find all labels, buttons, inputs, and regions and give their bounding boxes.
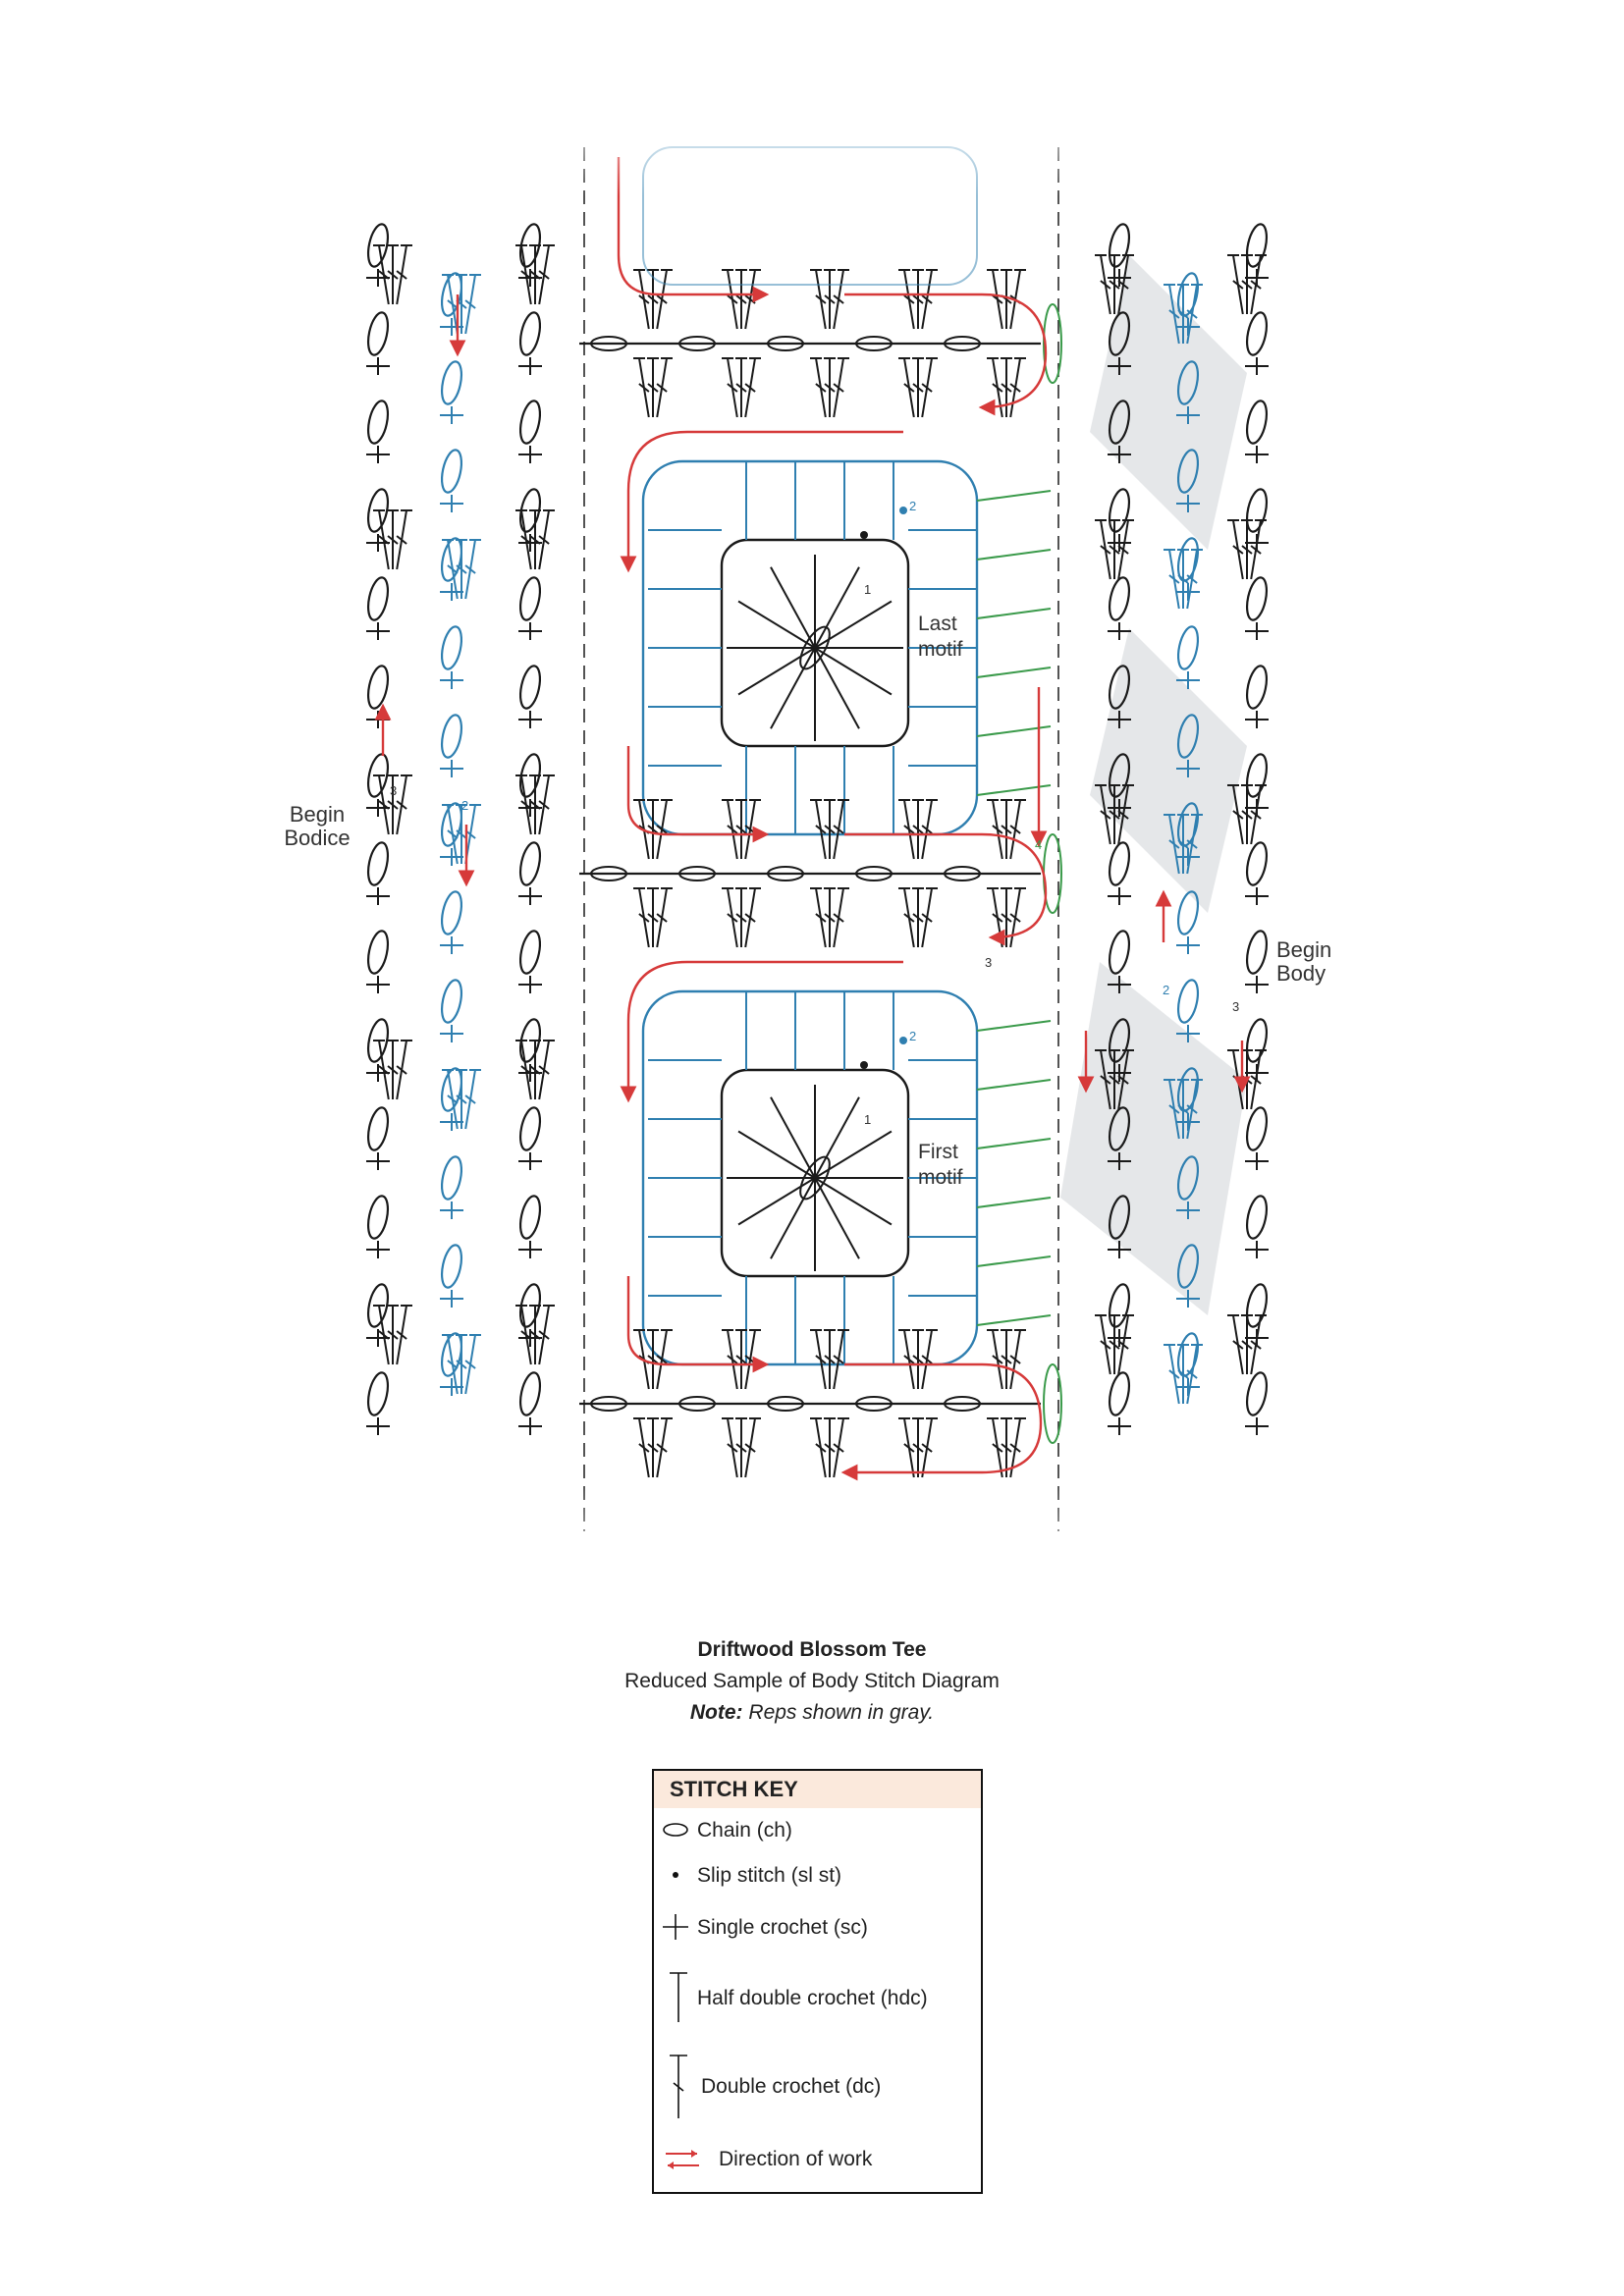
begin-body-line2: Body xyxy=(1276,961,1326,986)
chain-stitch xyxy=(365,400,392,446)
stitch-key xyxy=(652,1769,983,2194)
chain-stitch xyxy=(439,714,465,760)
single-crochet-icon xyxy=(660,1902,689,1951)
chain-stitch xyxy=(365,576,392,622)
step-number-2-left: 2 xyxy=(461,798,469,813)
center-dc xyxy=(815,1097,859,1178)
begin-bodice-label xyxy=(283,803,352,850)
chain-stitch xyxy=(1107,576,1133,622)
key-item-slip-stitch xyxy=(654,1853,981,1896)
chain-stitch xyxy=(439,890,465,936)
chain-stitch xyxy=(365,1106,392,1152)
chain-stitch xyxy=(365,930,392,976)
chain-stitch xyxy=(1244,400,1271,446)
first-motif-label-line2: motif xyxy=(918,1166,963,1189)
chain-stitch xyxy=(365,1195,392,1241)
chain-stitch xyxy=(365,841,392,887)
caption-note xyxy=(0,1697,1624,1729)
chain-icon xyxy=(660,1810,689,1849)
begin-body-label xyxy=(1276,938,1355,986)
center-dc xyxy=(738,1178,815,1225)
center-dc xyxy=(738,1132,815,1179)
begin-bodice-line2: Bodice xyxy=(284,826,351,850)
chain-stitch xyxy=(1107,1283,1133,1329)
chain-stitch xyxy=(1107,930,1133,976)
caption-note-label: Note: xyxy=(689,1701,743,1724)
slip-stitch xyxy=(860,531,868,539)
last-motif-label-line1: Last xyxy=(918,613,957,635)
chain-stitch xyxy=(517,665,544,711)
chain-stitch xyxy=(439,979,465,1025)
direction-of-work-icon xyxy=(660,2136,707,2183)
key-label-double-crochet: Double crochet (dc) xyxy=(701,2075,882,2098)
step-number-3-right: 3 xyxy=(1232,999,1240,1014)
center-dc xyxy=(771,567,815,648)
center-dc xyxy=(771,1178,815,1258)
caption-note-text: Reps shown in gray. xyxy=(748,1701,935,1724)
reps-band xyxy=(1060,962,1247,1315)
chain-stitch xyxy=(439,360,465,406)
chain-stitch xyxy=(365,1371,392,1417)
chain-stitch xyxy=(517,311,544,357)
direction-arrow xyxy=(628,432,903,569)
chain-stitch xyxy=(439,449,465,495)
slip-stitch xyxy=(860,1061,868,1069)
chain-stitch xyxy=(517,400,544,446)
green-dc xyxy=(977,1021,1051,1031)
chain-stitch xyxy=(1244,311,1271,357)
green-dc xyxy=(977,1139,1051,1148)
center-dc xyxy=(815,1178,859,1258)
green-dc xyxy=(977,667,1051,677)
stitch-key-heading: STITCH KEY xyxy=(654,1771,981,1808)
begin-body-line1: Begin xyxy=(1276,937,1332,962)
reps-band xyxy=(1090,628,1247,913)
center-dc xyxy=(815,648,892,695)
motif xyxy=(643,991,1051,1364)
reps-shading xyxy=(1060,255,1247,1315)
chain-stitch xyxy=(517,1195,544,1241)
chain-stitch xyxy=(1244,1371,1271,1417)
center-dc xyxy=(815,1132,892,1179)
step-number-2-right: 2 xyxy=(1163,983,1170,997)
chain-stitch xyxy=(439,1155,465,1201)
key-label-direction-of-work: Direction of work xyxy=(719,2148,873,2170)
green-dc xyxy=(977,609,1051,618)
step-number-1-last: 1 xyxy=(864,582,872,597)
chain-stitch xyxy=(1244,841,1271,887)
chain-stitch xyxy=(1175,979,1202,1025)
step-number-2-first: 2 xyxy=(909,1029,917,1043)
chain-stitch xyxy=(1244,576,1271,622)
key-item-direction-of-work xyxy=(654,2136,981,2183)
bottom-fade xyxy=(245,1482,1326,1620)
center-dc xyxy=(815,602,892,649)
chain-stitch xyxy=(517,930,544,976)
motif-panel xyxy=(579,147,1061,1477)
caption-title: Driftwood Blossom Tee xyxy=(697,1638,927,1661)
chain-stitch xyxy=(365,311,392,357)
last-motif-label-line2: motif xyxy=(918,638,963,661)
key-label-single-crochet: Single crochet (sc) xyxy=(697,1916,868,1939)
chain-stitch xyxy=(517,841,544,887)
green-dc xyxy=(977,1198,1051,1207)
key-label-slip-stitch: Slip stitch (sl st) xyxy=(697,1864,842,1887)
center-dc xyxy=(771,1097,815,1178)
chain-stitch xyxy=(1175,625,1202,671)
key-label-half-double-crochet: Half double crochet (hdc) xyxy=(697,1987,928,2009)
chain-stitch xyxy=(439,1244,465,1290)
step-number-1-first: 1 xyxy=(864,1112,872,1127)
chain-stitch xyxy=(1244,930,1271,976)
key-item-single-crochet xyxy=(654,1902,981,1951)
center-dc xyxy=(771,648,815,728)
slip-stitch xyxy=(899,1037,907,1044)
slip-stitch-icon xyxy=(660,1853,689,1896)
key-item-double-crochet xyxy=(654,2048,981,2126)
slip-stitch xyxy=(899,507,907,514)
green-dc xyxy=(977,1256,1051,1266)
step-number-2-last: 2 xyxy=(909,499,917,513)
chain-stitch xyxy=(1244,1106,1271,1152)
chain-stitch xyxy=(1107,841,1133,887)
chain-stitch xyxy=(365,665,392,711)
center-dc xyxy=(815,648,859,728)
center-dc xyxy=(815,1178,892,1225)
step-number-4-center: 4 xyxy=(1035,837,1043,852)
key-label-chain: Chain (ch) xyxy=(697,1819,792,1842)
chain-stitch xyxy=(439,625,465,671)
chain-stitch xyxy=(517,576,544,622)
chain-stitch xyxy=(517,1371,544,1417)
key-item-half-double-crochet xyxy=(654,1963,981,2032)
center-dc xyxy=(815,567,859,648)
top-fade xyxy=(245,88,1326,196)
stitch-diagram xyxy=(245,88,1326,1620)
chain-stitch xyxy=(1175,890,1202,936)
direction-arrow xyxy=(628,962,903,1099)
green-dc xyxy=(977,491,1051,501)
chain-stitch xyxy=(1244,665,1271,711)
step-number-3-left: 3 xyxy=(390,783,398,798)
chain-stitch xyxy=(1107,488,1133,534)
double-crochet-icon xyxy=(660,2048,689,2126)
half-double-crochet-icon xyxy=(660,1963,689,2032)
center-dc xyxy=(738,648,815,695)
green-dc xyxy=(977,550,1051,560)
motif xyxy=(643,461,1051,834)
step-number-3-center: 3 xyxy=(985,955,993,970)
green-dc xyxy=(977,1080,1051,1090)
green-dc xyxy=(977,1315,1051,1325)
caption-subtitle: Reduced Sample of Body Stitch Diagram xyxy=(624,1670,1000,1692)
center-dc xyxy=(738,602,815,649)
key-item-chain xyxy=(654,1810,981,1849)
diagram-caption xyxy=(0,1634,1624,1729)
left-chain-columns xyxy=(365,223,555,1435)
chain-stitch xyxy=(1107,1371,1133,1417)
chain-stitch xyxy=(1244,1195,1271,1241)
first-motif-label-line1: First xyxy=(918,1141,958,1163)
chain-stitch xyxy=(517,1106,544,1152)
begin-bodice-line1: Begin xyxy=(289,802,346,827)
